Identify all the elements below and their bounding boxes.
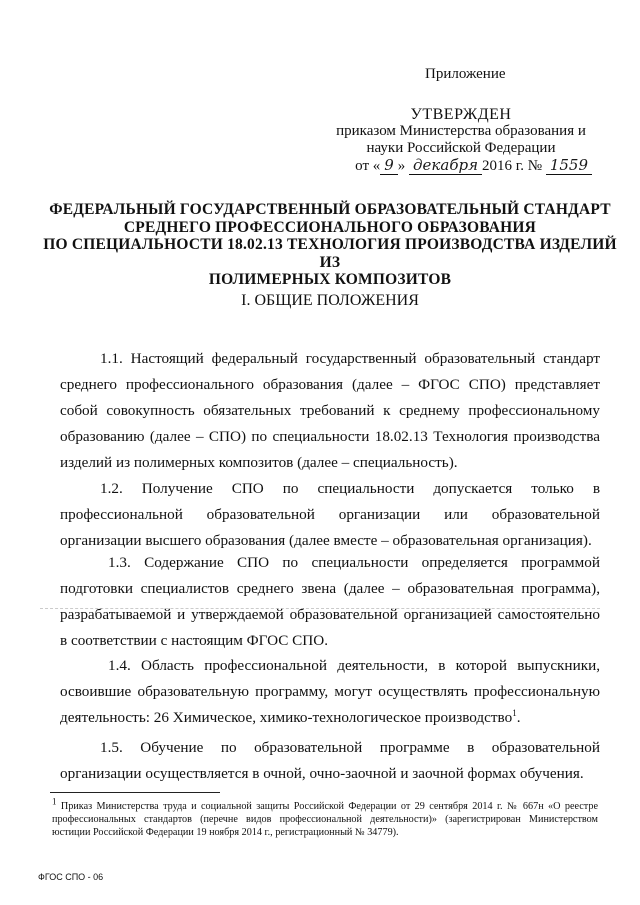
date-prefix: от « <box>355 158 381 174</box>
title-line-2: СРЕДНЕГО ПРОФЕССИОНАЛЬНОГО ОБРАЗОВАНИЯ <box>123 218 537 236</box>
footnote <box>52 796 598 839</box>
order-date-line <box>330 157 592 175</box>
footnote-reference[interactable]: 1 <box>512 707 517 718</box>
section-heading: I. ОБЩИЕ ПОЛОЖЕНИЯ <box>241 292 419 309</box>
paragraph-text: 1.3. Содержание СПО по специальности определяется программой подготовки специалистов среднего звена (далее – образовательная программа), разрабатываемой и утверждаемой образовательной организацией самостоятельно в соответствии с настоящим ФГОС СПО. <box>60 554 600 649</box>
paragraph-1-2 <box>60 476 600 554</box>
order-line-2: науки Российской Федерации <box>366 140 556 156</box>
footnote-body: Приказ Министерства труда и социальной защиты Российской Федерации от 29 сентября 2014 г. № 667н «О реестре профессиональных стандартов (перечне видов профессиональной деятельности)» (зарегистрирован Министерством юстиции Российской Федерации 19 ноября 2014 г., регистрационный № 34779). <box>52 801 598 838</box>
paragraph-body: 1.4. Область профессиональной деятельности, в которой выпускники, освоившие образовательную программу, могут осуществлять профессиональную деятельность: 26 Химическое, химико-технологическое производство <box>60 657 600 726</box>
date-day: 9 <box>380 156 398 175</box>
footnote-text <box>52 796 598 839</box>
page-footer-code: ФГОС СПО - 06 <box>38 872 104 882</box>
approved-heading: УТВЕРЖДЕН <box>410 106 512 123</box>
footnote-divider <box>50 792 220 793</box>
footnote-mark: 1 <box>52 796 57 807</box>
title-line-4: ПОЛИМЕРНЫХ КОМПОЗИТОВ <box>208 271 452 288</box>
paragraph-text: 1.4. Область профессиональной деятельности, в которой выпускники, освоившие образовательную программу, могут осуществлять профессиональную деятельность: 26 Химическое, химико-технологическое производство$^1$. <box>60 657 600 726</box>
title-line-3: ПО СПЕЦИАЛЬНОСТИ 18.02.13 ТЕХНОЛОГИЯ ПРОИЗВОДСТВА ИЗДЕЛИЙ ИЗ <box>43 236 617 271</box>
appendix-label: Приложение <box>425 66 506 82</box>
date-mid: » <box>397 158 406 174</box>
date-month: декабря <box>409 156 482 175</box>
date-year: 2016 г. № <box>482 158 543 174</box>
paragraph-1-3 <box>60 550 600 654</box>
paragraph-1-4 <box>60 653 600 731</box>
document-title <box>40 201 620 289</box>
paragraph-text: 1.5. Обучение по образовательной программе в образовательной организации осуществляется в очной, очно-заочной и заочной формах обучения. <box>60 739 600 782</box>
scan-artifact-line <box>40 608 600 609</box>
paragraph-1-5 <box>60 735 600 787</box>
approval-block <box>330 106 592 175</box>
order-number: 1559 <box>546 156 592 175</box>
paragraph-text: 1.2. Получение СПО по специальности допускается только в профессиональной образовательной организации или образовательной организации высшего образования (далее вместе – образовательная организация). <box>60 480 600 549</box>
paragraph-1-1 <box>60 346 600 476</box>
title-line-1: ФЕДЕРАЛЬНЫЙ ГОСУДАРСТВЕННЫЙ ОБРАЗОВАТЕЛЬНЫЙ СТАНДАРТ <box>49 201 611 218</box>
order-line-1: приказом Министерства образования и <box>336 123 586 139</box>
paragraph-text: 1.1. Настоящий федеральный государственный образовательный стандарт среднего профессионального образования (далее – ФГОС СПО) представляет собой совокупность обязательных требований к среднему профессиональному образованию (далее – СПО) по специальности 18.02.13 Технология производства изделий из полимерных композитов (далее – специальность). <box>60 350 600 471</box>
